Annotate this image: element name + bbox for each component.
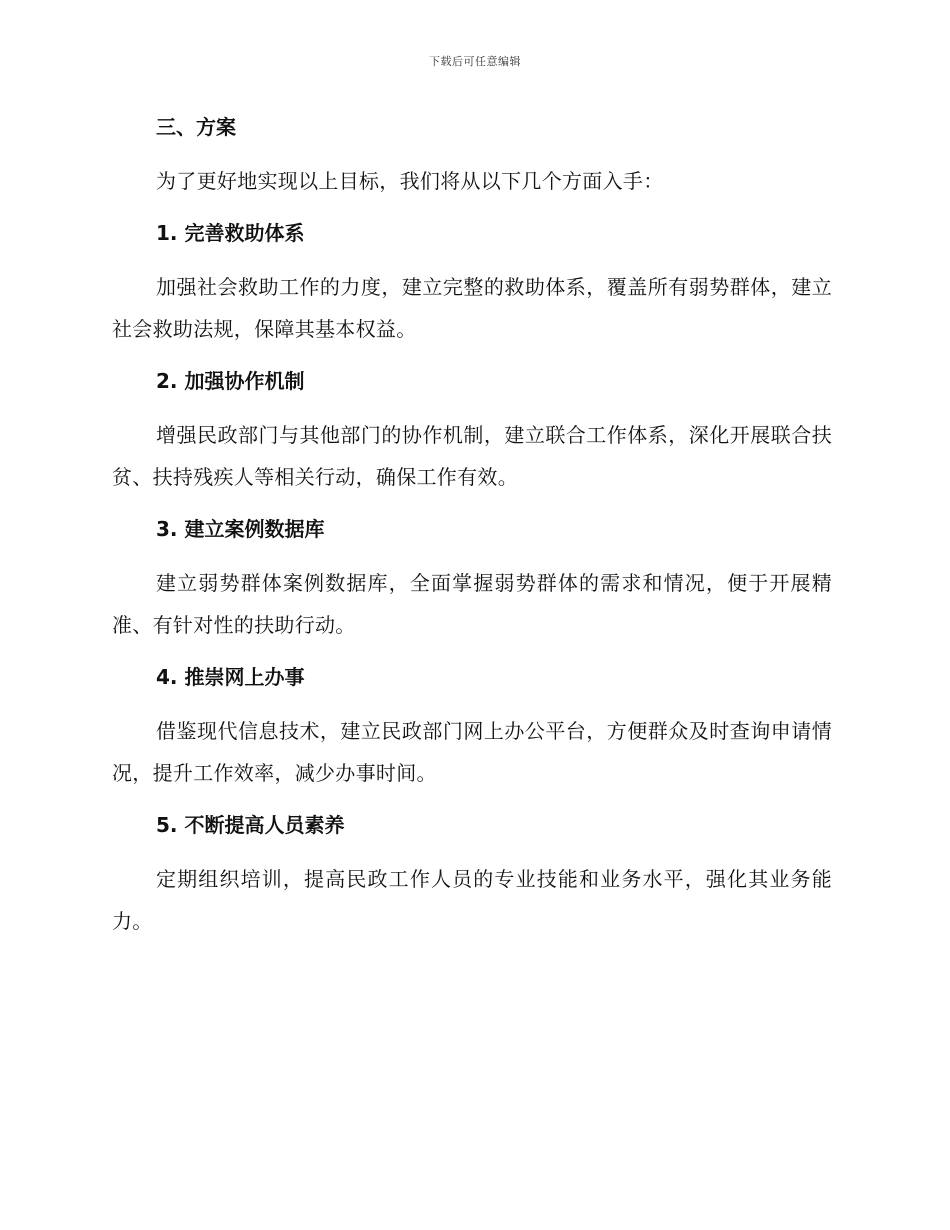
section-paragraph: 定期组织培训，提高民政工作人员的专业技能和业务水平，强化其业务能力。: [112, 867, 832, 933]
section-5: [112, 806, 832, 942]
section-paragraph: 借鉴现代信息技术，建立民政部门网上办公平台，方便群众及时查询申请情况，提升工作效率，减少办事时间。: [112, 719, 832, 785]
section-paragraph: 加强社会救助工作的力度，建立完整的救助体系，覆盖所有弱势群体，建立社会救助法规，保障其基本权益。: [112, 275, 832, 341]
section-1: [112, 214, 832, 350]
section-4: [112, 658, 832, 794]
section-heading: 1. 完善救助体系: [156, 221, 305, 245]
section-3: [112, 510, 832, 646]
section-paragraph: 增强民政部门与其他部门的协作机制，建立联合工作体系，深化开展联合扶贫、扶持残疾人等相关行动，确保工作有效。: [112, 423, 832, 489]
document-body: [112, 108, 832, 954]
intro-paragraph: 为了更好地实现以上目标，我们将从以下几个方面入手：: [156, 169, 664, 193]
section-paragraph: 建立弱势群体案例数据库，全面掌握弱势群体的需求和情况，便于开展精准、有针对性的扶助行动。: [112, 571, 832, 637]
page-header: 下载后可任意编辑: [429, 55, 521, 68]
section-heading: 4. 推崇网上办事: [156, 665, 305, 689]
section-2: [112, 362, 832, 498]
section-heading: 3. 建立案例数据库: [156, 517, 325, 541]
section-title: 三、方案: [156, 115, 236, 139]
section-heading: 2. 加强协作机制: [156, 369, 305, 393]
section-heading: 5. 不断提高人员素养: [156, 813, 345, 837]
